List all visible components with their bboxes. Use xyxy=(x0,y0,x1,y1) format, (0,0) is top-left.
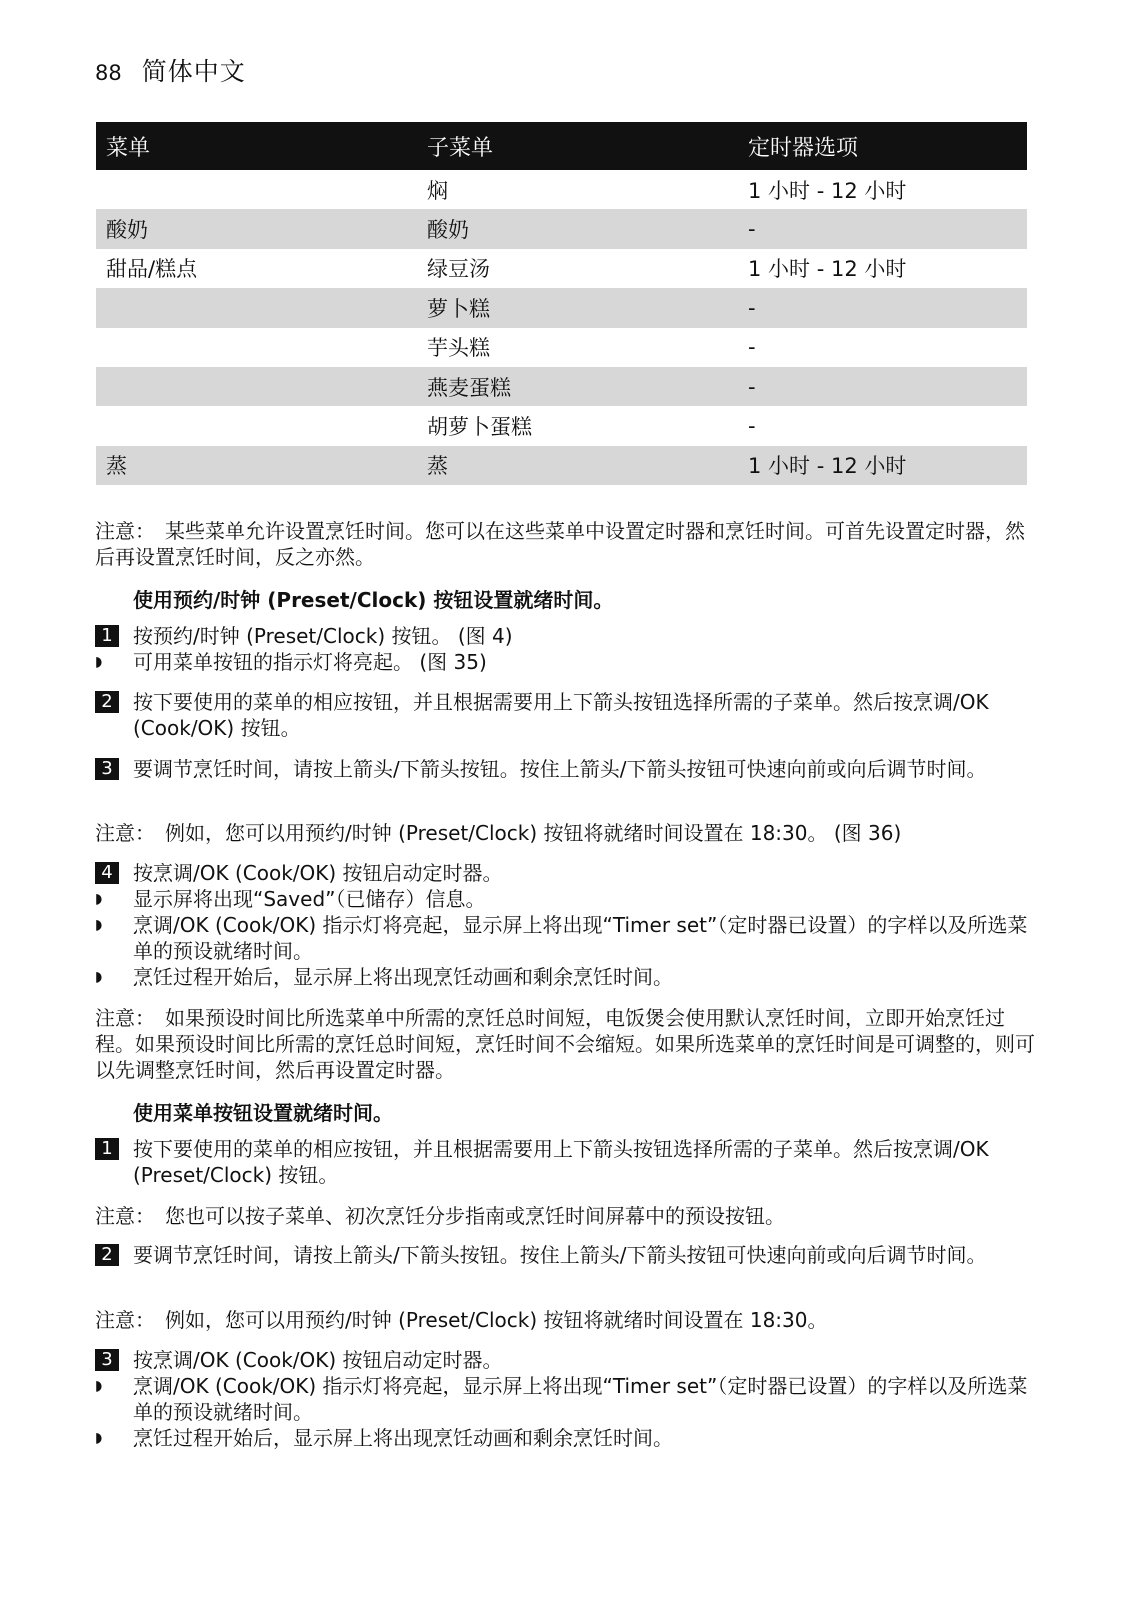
bullet-text: 烹饪过程开始后，显示屏上将出现烹饪动画和剩余烹饪时间。 xyxy=(133,1426,673,1450)
cell-timer: 1 小时 - 12 小时 xyxy=(738,446,1027,485)
cell-timer: 1 小时 - 12 小时 xyxy=(748,178,907,203)
step-number-badge: 1 xyxy=(95,1138,119,1160)
table-row xyxy=(96,367,1027,406)
table-row xyxy=(96,170,1027,209)
cell-timer: - xyxy=(738,288,1027,327)
step-item xyxy=(95,860,1035,886)
cell-submenu: 酸奶 xyxy=(417,209,738,248)
bullet-icon: ◗ xyxy=(95,969,103,985)
bullet-text: 烹调/OK (Cook/OK) 指示灯将亮起，显示屏上将出现“Timer set”（定时器已设置）的字样以及所选菜单的预设就绪时间。 xyxy=(133,913,1028,963)
note-text: 例如，您可以用预约/时钟 (Preset/Clock) 按钮将就绪时间设置在 18:30。 xyxy=(165,1308,828,1332)
note-text: 例如，您可以用预约/时钟 (Preset/Clock) 按钮将就绪时间设置在 18:30。 (图 36) xyxy=(165,821,902,845)
step-number-badge: 2 xyxy=(95,1244,119,1266)
step-text: 要调节烹饪时间，请按上箭头/下箭头按钮。按住上箭头/下箭头按钮可快速向前或向后调节时间。 xyxy=(133,1243,987,1267)
step-text: 要调节烹饪时间，请按上箭头/下箭头按钮。按住上箭头/下箭头按钮可快速向前或向后调节时间。 xyxy=(133,757,987,781)
cell-menu xyxy=(96,328,417,367)
cell-menu xyxy=(96,367,417,406)
cell-submenu: 焖 xyxy=(427,178,448,203)
bullet-text: 显示屏将出现“Saved”（已储存）信息。 xyxy=(133,887,486,911)
cell-timer: 1 小时 - 12 小时 xyxy=(748,257,907,282)
step-item xyxy=(95,1242,1035,1268)
cell-submenu: 绿豆汤 xyxy=(427,257,490,282)
note-paragraph xyxy=(95,518,1035,570)
table-row xyxy=(96,328,1027,367)
cell-menu xyxy=(96,288,417,327)
page-number: 88 xyxy=(95,61,122,85)
table-header-row xyxy=(96,122,1027,170)
cell-timer: - xyxy=(738,209,1027,248)
table-row xyxy=(96,209,1027,248)
cell-submenu: 萝卜糕 xyxy=(417,288,738,327)
cell-menu: 酸奶 xyxy=(96,209,417,248)
step-text: 按预约/时钟 (Preset/Clock) 按钮。 (图 4) xyxy=(133,624,513,648)
menu-timer-table xyxy=(96,122,1027,485)
step-item xyxy=(95,756,1035,782)
bullet-icon: ◗ xyxy=(95,1430,103,1446)
bullet-item xyxy=(95,1425,1035,1451)
bullet-item xyxy=(95,649,1035,675)
section-heading-preset-clock: 使用预约/时钟 (Preset/Clock) 按钮设置就绪时间。 xyxy=(133,588,614,612)
note-paragraph xyxy=(95,1005,1035,1083)
step-text: 按下要使用的菜单的相应按钮，并且根据需要用上下箭头按钮选择所需的子菜单。然后按烹调/OK (Preset/Clock) 按钮。 xyxy=(133,1137,989,1187)
note-text: 如果预设时间比所选菜单中所需的烹饪总时间短，电饭煲会使用默认烹饪时间，立即开始烹饪过程。如果预设时间比所需的烹饪总时间短，烹饪时间不会缩短。如果所选菜单的烹饪时间是可调整的，则可以先调整烹饪时间，然后再设置定时器。 xyxy=(95,1006,1035,1082)
bullet-icon: ◗ xyxy=(95,654,103,670)
bullet-icon: ◗ xyxy=(95,891,103,907)
cell-menu xyxy=(96,170,417,209)
step-text: 按烹调/OK (Cook/OK) 按钮启动定时器。 xyxy=(133,861,503,885)
bullet-item xyxy=(95,1373,1035,1425)
step-item xyxy=(95,1347,1035,1373)
note-paragraph xyxy=(95,820,1035,846)
language-title: 简体中文 xyxy=(141,57,246,86)
note-label: 注意： xyxy=(95,1204,155,1228)
table-row xyxy=(96,446,1027,485)
cell-submenu: 芋头糕 xyxy=(427,336,490,361)
bullet-text: 烹调/OK (Cook/OK) 指示灯将亮起，显示屏上将出现“Timer set”（定时器已设置）的字样以及所选菜单的预设就绪时间。 xyxy=(133,1374,1028,1424)
note-label: 注意： xyxy=(95,519,155,543)
page-header xyxy=(95,52,246,92)
cell-submenu: 蒸 xyxy=(417,446,738,485)
step-text: 按下要使用的菜单的相应按钮，并且根据需要用上下箭头按钮选择所需的子菜单。然后按烹调/OK (Cook/OK) 按钮。 xyxy=(133,690,989,740)
bullet-text: 可用菜单按钮的指示灯将亮起。 (图 35) xyxy=(133,650,487,674)
step-item xyxy=(95,623,1035,649)
bullet-text: 烹饪过程开始后，显示屏上将出现烹饪动画和剩余烹饪时间。 xyxy=(133,965,673,989)
cell-timer: - xyxy=(748,335,756,360)
note-label: 注意： xyxy=(95,821,155,845)
bullet-icon: ◗ xyxy=(95,1378,103,1394)
cell-menu xyxy=(96,406,417,445)
step-number-badge: 3 xyxy=(95,758,119,780)
bullet-item xyxy=(95,912,1035,964)
step-number-badge: 2 xyxy=(95,691,119,713)
table-row xyxy=(96,249,1027,288)
note-label: 注意： xyxy=(95,1006,155,1030)
bullet-icon: ◗ xyxy=(95,917,103,933)
cell-timer: - xyxy=(748,414,756,439)
note-text: 您也可以按子菜单、初次烹饪分步指南或烹饪时间屏幕中的预设按钮。 xyxy=(165,1204,785,1228)
note-paragraph xyxy=(95,1307,1035,1333)
cell-menu: 蒸 xyxy=(96,446,417,485)
step-item xyxy=(95,1136,1035,1188)
cell-submenu: 胡萝卜蛋糕 xyxy=(427,415,532,440)
cell-menu: 甜品/糕点 xyxy=(106,257,198,282)
bullet-item xyxy=(95,886,1035,912)
column-header-submenu: 子菜单 xyxy=(417,122,738,170)
bullet-item xyxy=(95,964,1035,990)
step-text: 按烹调/OK (Cook/OK) 按钮启动定时器。 xyxy=(133,1348,503,1372)
cell-submenu: 燕麦蛋糕 xyxy=(417,367,738,406)
step-item xyxy=(95,689,1035,741)
cell-timer: - xyxy=(738,367,1027,406)
note-paragraph xyxy=(95,1203,1035,1229)
table-row xyxy=(96,406,1027,445)
column-header-menu: 菜单 xyxy=(96,122,417,170)
column-header-timer: 定时器选项 xyxy=(738,122,1027,170)
note-text: 某些菜单允许设置烹饪时间。您可以在这些菜单中设置定时器和烹饪时间。可首先设置定时器，然后再设置烹饪时间，反之亦然。 xyxy=(95,519,1025,569)
step-number-badge: 4 xyxy=(95,862,119,884)
section-heading-menu-buttons: 使用菜单按钮设置就绪时间。 xyxy=(133,1101,393,1125)
note-label: 注意： xyxy=(95,1308,155,1332)
step-number-badge: 1 xyxy=(95,625,119,647)
table-row xyxy=(96,288,1027,327)
step-number-badge: 3 xyxy=(95,1349,119,1371)
